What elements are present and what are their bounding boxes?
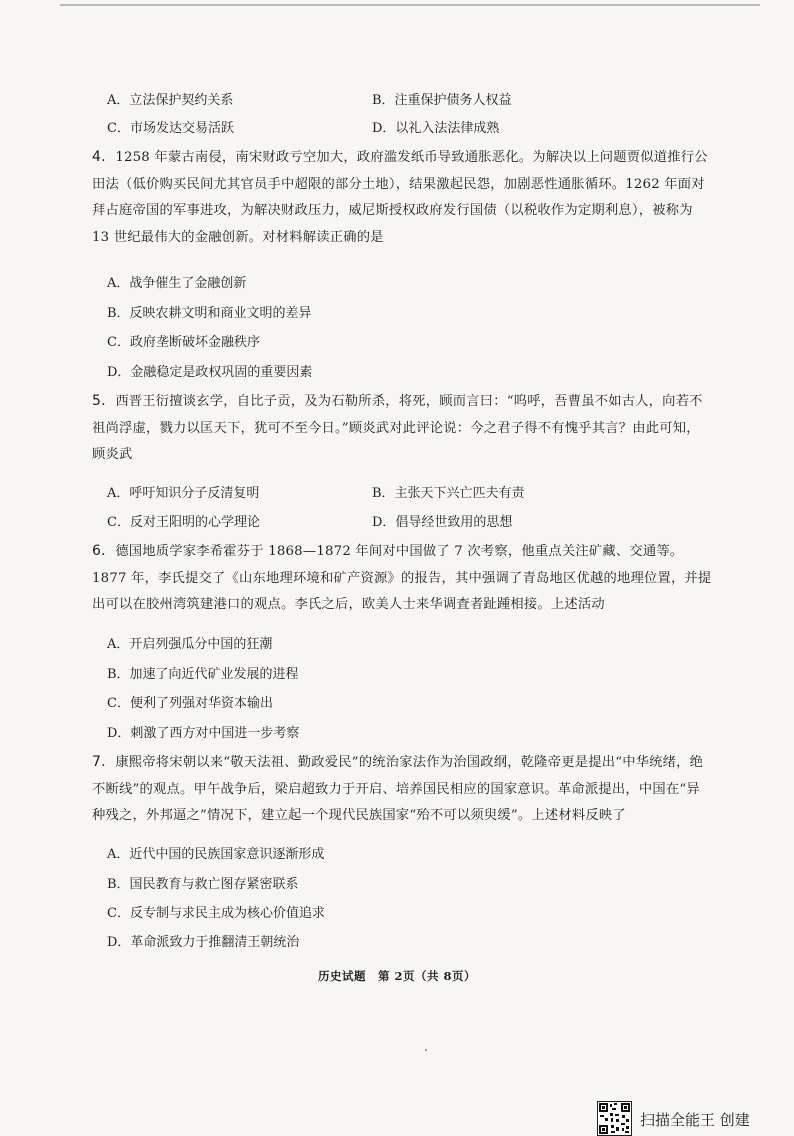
question-7 [92,749,712,830]
q7-option-c: C．反专制与求民主成为核心价值追求 [107,906,325,921]
q6-option-b: B．加速了向近代矿业发展的进程 [107,667,299,682]
q6-option-a: A．开启列强瓜分中国的狂潮 [107,637,273,652]
question-4-stem: 1258 年蒙古南侵，南宋财政亏空加大，政府滥发纸币导致通胀恶化。为解决以上问题贾似道推行公田法（低价购买民间尤其官员手中超限的部分土地），结果激起民怨，加剧恶性通胀循环。1262 年面对拜占庭帝国的军事进攻，为解决财政压力，威尼斯授权政府发行国债（以税收作为定期利息），被称为 13 世纪最伟大的金融创新。对材料解读正确的是 [92,150,708,245]
q5-option-a: A．呼吁知识分子反清复明 [107,486,260,501]
prev-option-a: A．立法保护契约关系 [107,93,234,108]
question-6-number: 6． [92,543,116,559]
scan-speck [425,1049,427,1051]
question-6-stem: 德国地质学家李希霍芬于 1868—1872 年间对中国做了 7 次考察，他重点关注矿藏、交通等。1877 年，李氏提交了《山东地理环境和矿产资源》的报告，其中强调了青岛地区优越的地理位置，并提出可以在胶州湾筑建港口的观点。李氏之后，欧美人士来华调査者趾踵相接。上述活动 [92,544,712,612]
scan-edge-rule [60,4,760,6]
q6-option-c: C．便利了列强对华资本输出 [107,696,273,711]
question-4 [92,144,712,251]
q4-option-d: D．金融稳定是政权巩固的重要因素 [107,365,313,380]
question-7-stem: 康熙帝将宋朝以来“敬天法祖、勤政爱民”的统治家法作为治国政纲，乾隆帝更是提出“中华统绪，绝不断线”的观点。甲午战争后，梁启超致力于开启、培养国民相应的国家意识。革命派提出，中国在“异种残之，外邦逼之”情况下，建立起一个现代民族国家“殆不可以须臾缓”。上述材料反映了 [92,755,704,823]
q7-option-b: B．国民教育与救亡图存紧密联系 [107,877,299,892]
q5-option-b: B．主张天下兴亡匹夫有责 [372,486,525,501]
question-5 [92,388,712,469]
prev-option-b: B．注重保护债务人权益 [372,93,512,108]
question-7-number: 7． [92,754,116,770]
prev-option-d: D．以礼入法法律成熟 [372,121,500,136]
q7-option-d: D．革命派致力于推翻清王朝统治 [107,935,300,950]
q5-option-c: C．反对王阳明的心学理论 [107,515,260,530]
q5-option-d: D．倡导经世致用的思想 [372,515,513,530]
question-4-number: 4． [92,149,116,165]
q7-option-a: A．近代中国的民族国家意识逐渐形成 [107,847,325,862]
question-6 [92,538,712,619]
page-footer: 历史试题 第 2页（共 8页） [317,969,476,983]
prev-option-c: C．市场发达交易活跃 [107,121,234,136]
question-5-stem: 西晋王衍擅谈玄学，自比子贡，及为石勒所杀，将死，顾而言曰：“呜呼，吾曹虽不如古人，向若不祖尚浮虚，戮力以匡天下，犹可不至今日。”顾炎武对此评论说：今之君子得不有愧乎其言？由此可知，顾炎武 [92,394,703,462]
q6-option-d: D．刺激了西方对中国进一步考察 [107,726,300,741]
q4-option-c: C．政府垄断破坏金融秩序 [107,335,260,350]
watermark-text: 扫描全能王 创建 [640,1111,750,1129]
qr-code-icon [597,1101,632,1136]
q4-option-a: A．战争催生了金融创新 [107,276,247,291]
question-5-number: 5． [92,393,116,409]
q4-option-b: B．反映农耕文明和商业文明的差异 [107,306,312,321]
